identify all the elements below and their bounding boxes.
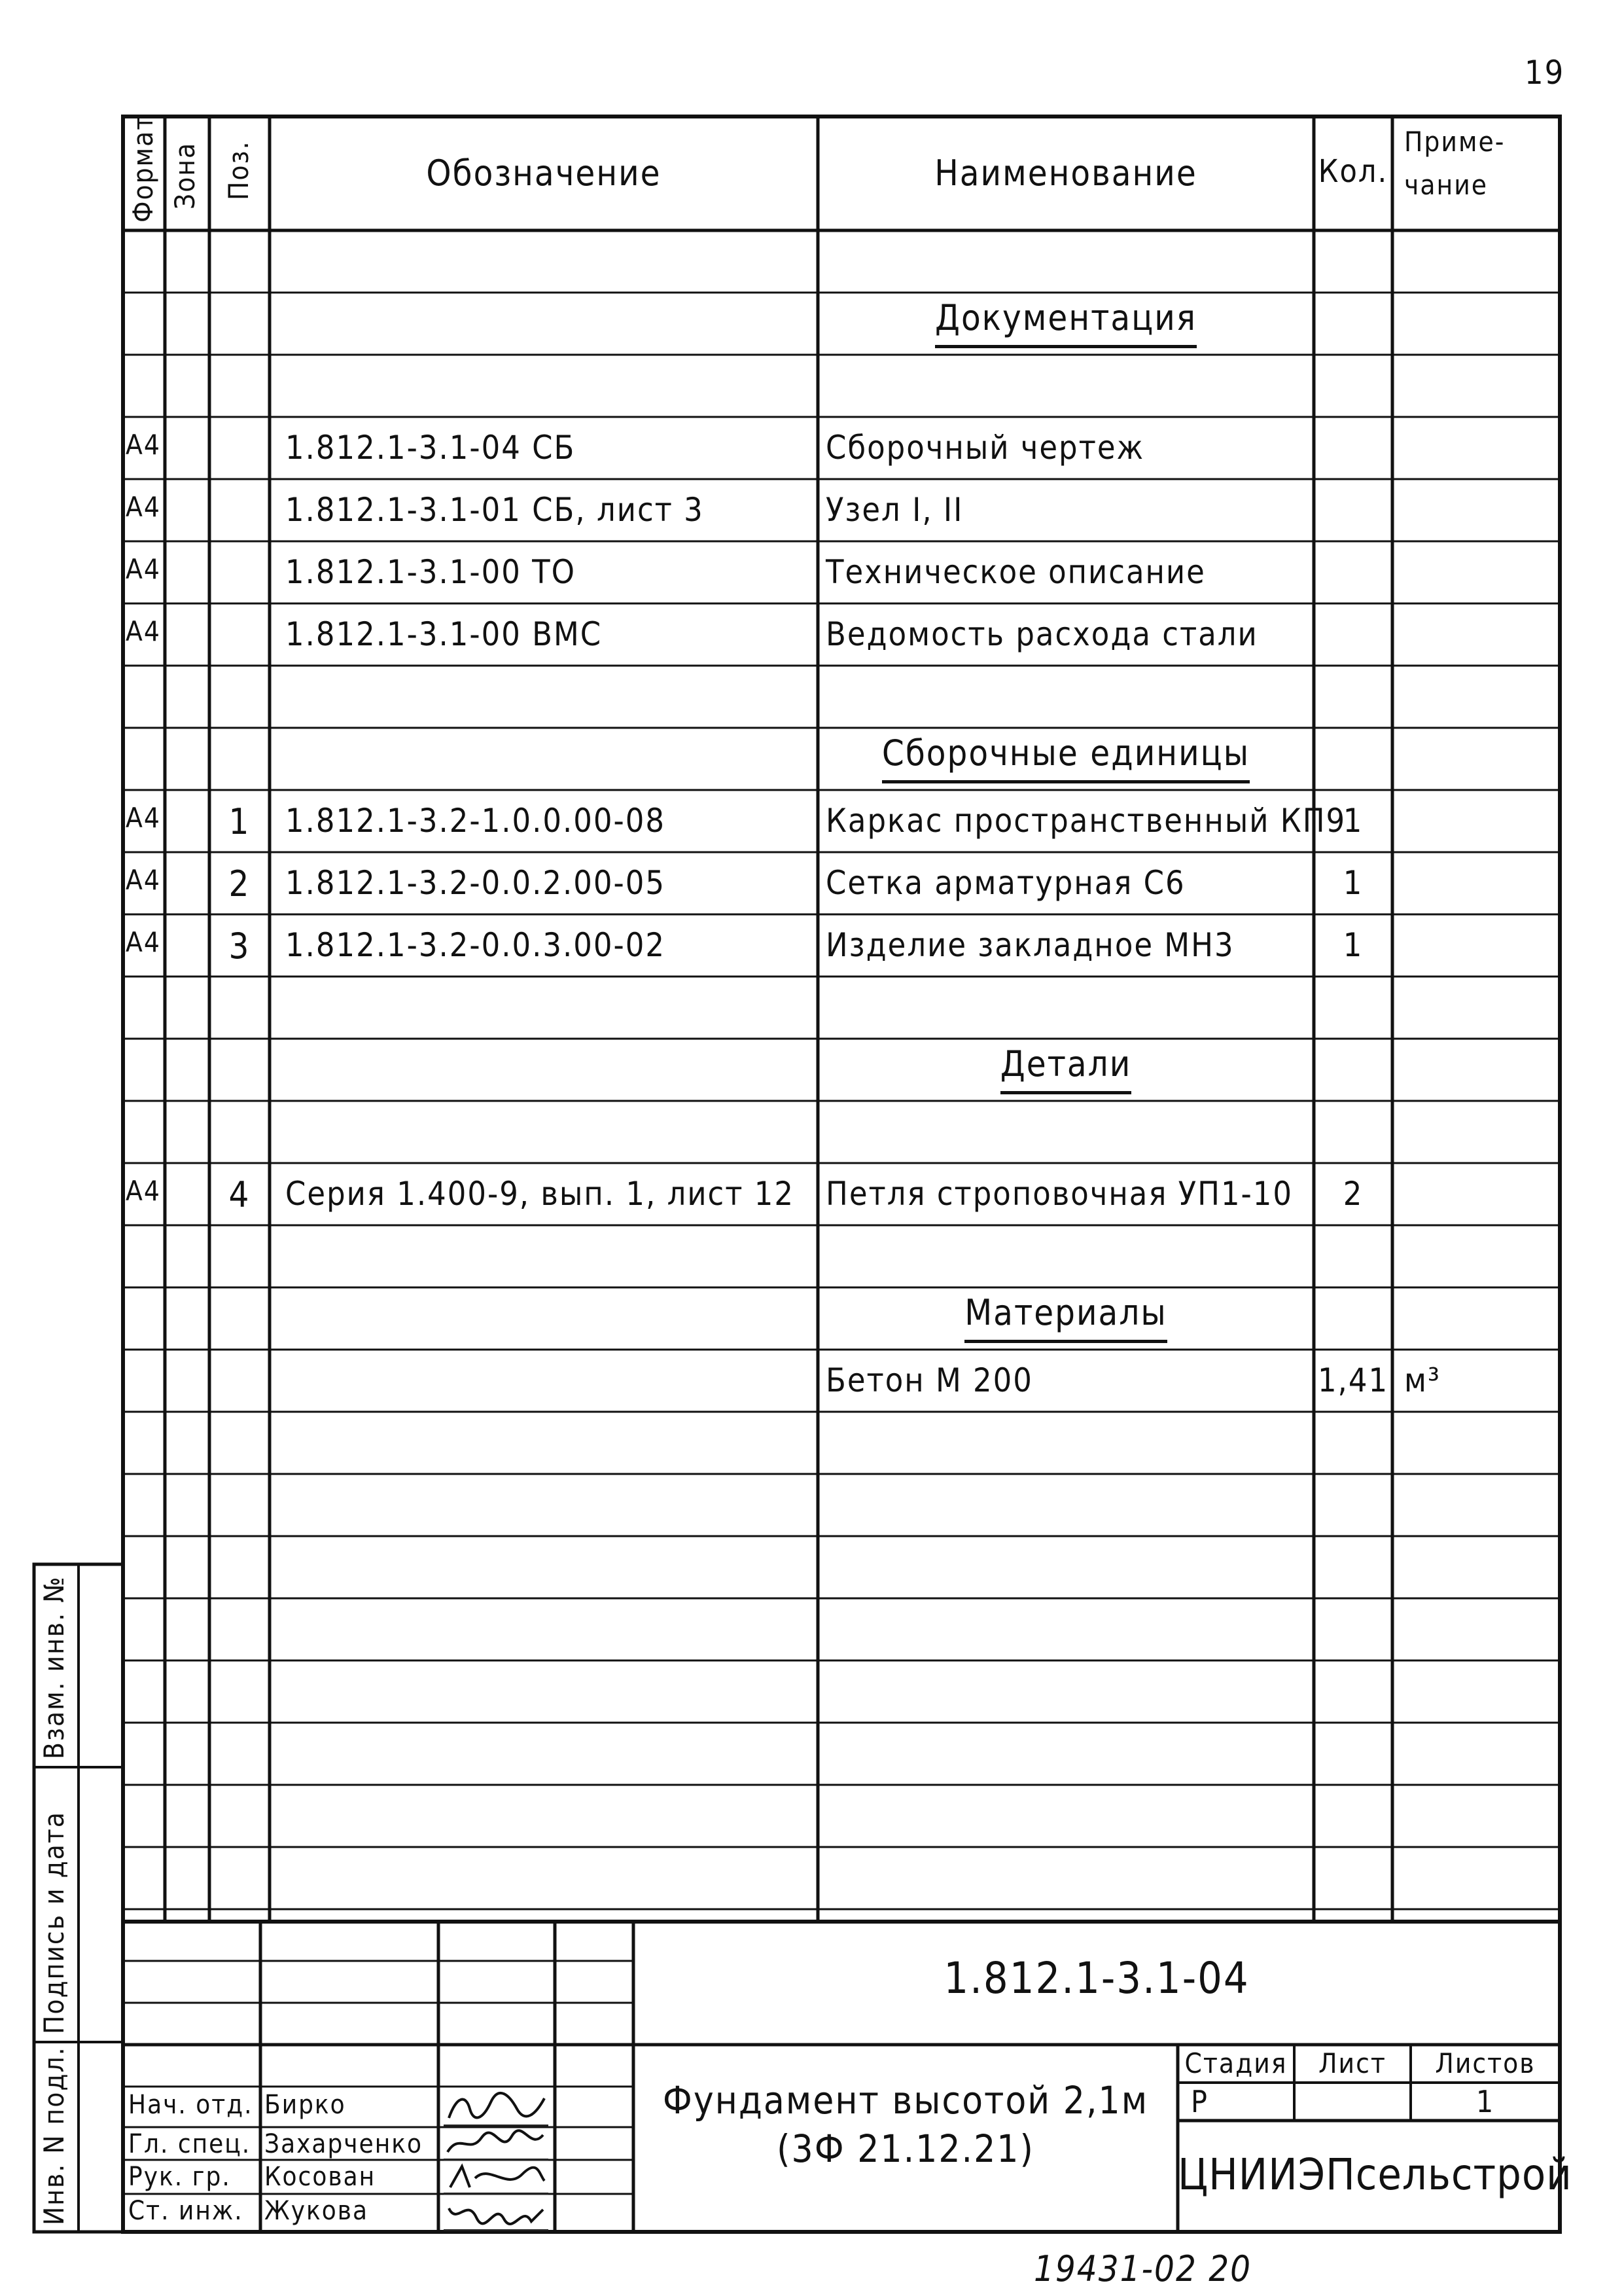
row-qty: 1,41 [1317,1361,1389,1399]
stage-value: Р [1191,2084,1209,2119]
row-designation: 1.812.1-3.1-00 ТО [285,553,576,591]
row-pos: 2 [228,863,251,905]
organization: ЦНИИЭПсельстрой [1178,2149,1572,2200]
signature-zhukova [444,2195,548,2231]
row-format: А4 [126,429,161,461]
sheet-label: Лист [1318,2047,1386,2079]
row-name: Бетон М 200 [826,1361,1033,1399]
row-name: Узел I, II [826,491,964,529]
signature-birko [444,2089,548,2126]
header-qty: Кол. [1318,153,1388,190]
header-note-line1: Приме- [1404,126,1506,158]
sheets-value: 1 [1475,2084,1495,2119]
header-note-line2: чание [1404,169,1489,201]
section-heading-text: Сборочные единицы [882,732,1250,783]
row-name: Петля строповочная УП1-10 [826,1175,1294,1213]
row-name: Каркас пространственный КП9 [826,802,1347,840]
header-name: Наименование [934,152,1197,194]
signer-role: Ст. инж. [128,2196,243,2226]
row-designation: 1.812.1-3.2-0.0.2.00-05 [285,864,665,902]
header-pos: Поз. [222,140,255,200]
header-format: Формат [127,114,159,223]
row-format: А4 [126,553,161,585]
signer-name: Жукова [264,2196,369,2226]
row-designation: 1.812.1-3.1-00 ВМС [285,615,603,653]
title-line1: Фундамент высотой 2,1м [662,2078,1149,2123]
signer-name: Захарченко [264,2129,423,2159]
row-name: Сетка арматурная С6 [826,864,1186,902]
section-heading [818,1043,1314,1085]
row-format: А4 [126,802,161,834]
row-pos: 4 [228,1174,251,1215]
row-designation: 1.812.1-3.2-0.0.3.00-02 [285,926,665,964]
row-designation: 1.812.1-3.1-01 СБ, лист 3 [285,491,704,529]
row-qty: 1 [1343,864,1364,902]
header-zone: Зона [169,141,201,209]
row-name: Сборочный чертеж [826,429,1145,467]
signer-role: Нач. отд. [128,2090,253,2120]
row-format: А4 [126,864,161,896]
row-note: м³ [1404,1361,1441,1399]
signer-name: Косован [264,2162,376,2192]
row-name: Ведомость расхода стали [826,615,1258,653]
document-code: 1.812.1-3.1-04 [944,1953,1250,2003]
row-name: Техническое описание [826,553,1206,591]
row-format: А4 [126,491,161,523]
title-line2: (3Ф 21.12.21) [777,2126,1034,2171]
row-designation: 1.812.1-3.2-1.0.0.00-08 [285,802,665,840]
row-designation: Серия 1.400-9, вып. 1, лист 12 [285,1175,794,1213]
stamp-inv-podl: Инв. N подл. [38,2046,70,2225]
row-format: А4 [126,615,161,647]
signer-role: Гл. спец. [128,2129,251,2159]
signer-name: Бирко [264,2090,346,2120]
row-pos: 1 [228,801,251,842]
signature-kosovan [444,2161,548,2195]
section-heading [818,297,1314,338]
row-name: Изделие закладное МН3 [826,926,1235,964]
row-qty: 2 [1343,1175,1364,1213]
section-heading-text: Документация [935,297,1197,348]
row-qty: 1 [1343,926,1364,964]
footer-number: 19431-02 20 [1034,2248,1252,2289]
signer-role: Рук. гр. [128,2162,231,2192]
stage-label: Стадия [1184,2047,1288,2079]
row-pos: 3 [228,925,251,967]
row-qty: 1 [1343,802,1364,840]
section-heading [818,1292,1314,1333]
row-format: А4 [126,926,161,958]
sheets-label: Листов [1435,2047,1536,2079]
section-heading-text: Материалы [964,1292,1167,1343]
row-format: А4 [126,1175,161,1207]
header-designation: Обозначение [426,152,662,194]
row-designation: 1.812.1-3.1-04 СБ [285,429,576,467]
signature-zakharchenko [444,2128,548,2161]
stamp-vzam-inv: Взам. инв. № [38,1575,70,1759]
page-number: 19 [1525,54,1565,92]
stamp-podpis-data: Подпись и дата [38,1811,70,2034]
section-heading-text: Детали [1000,1043,1132,1094]
section-heading [818,732,1314,774]
